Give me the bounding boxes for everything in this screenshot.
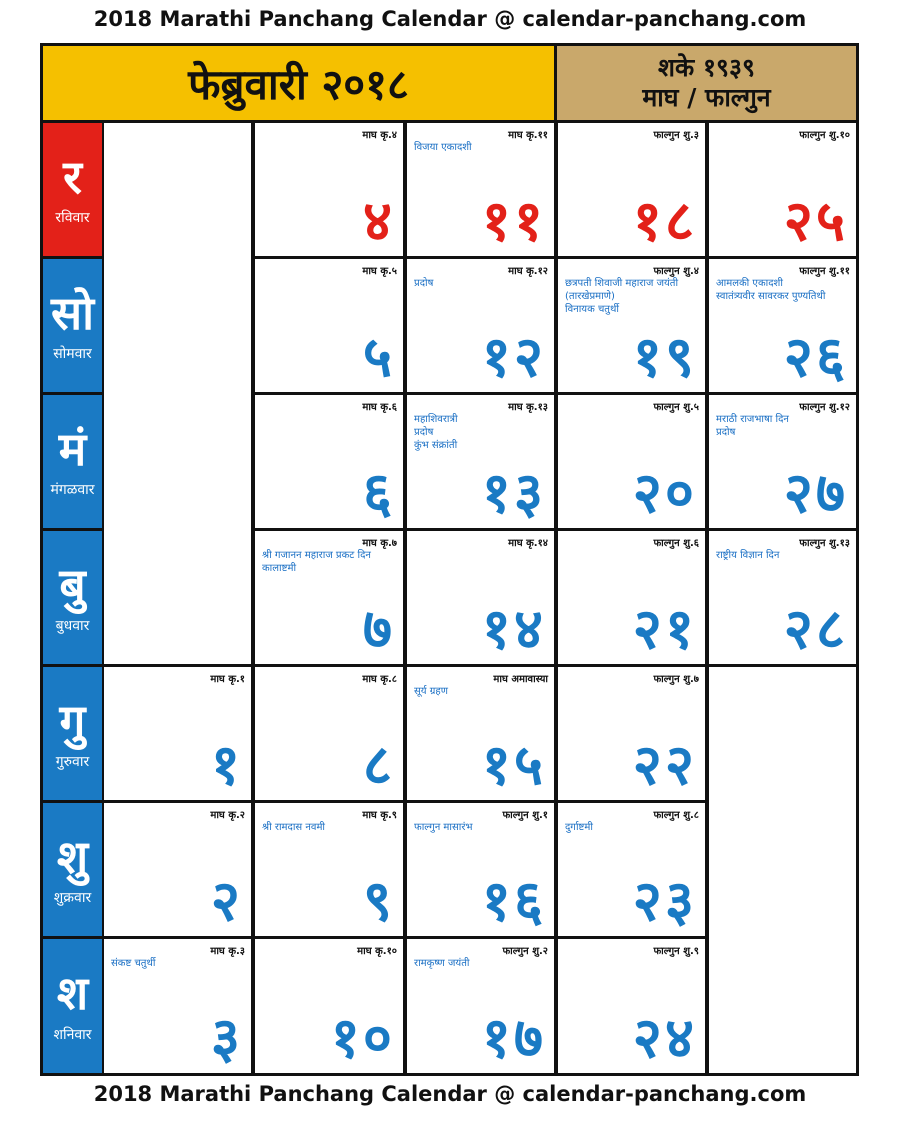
event-list (262, 549, 399, 575)
date-cell (709, 259, 856, 392)
tithi-label: माघ कृ.६ (362, 402, 397, 413)
weekday-abbr: मं (58, 421, 87, 476)
event-item: स्वातंत्र्यवीर सावरकर पुण्यतिथी (716, 291, 826, 302)
event-item: प्रदोष (716, 427, 736, 438)
masa-label: माघ / फाल्गुन (642, 83, 771, 112)
event-list (716, 277, 852, 303)
event-item: दुर्गाष्टमी (565, 822, 593, 833)
event-item: विनायक चतुर्थी (565, 304, 619, 315)
date-cell (407, 803, 554, 936)
event-list (716, 413, 852, 439)
date-cell (255, 939, 403, 1073)
calendar-caption-bottom: 2018 Marathi Panchang Calendar @ calendar-panchang.com (93, 1082, 807, 1106)
date-number: २ (210, 869, 243, 934)
date-number: ३ (210, 1006, 243, 1071)
event-list (565, 821, 701, 834)
shaka-year: शके १९३९ (658, 53, 755, 82)
date-cell (104, 667, 251, 800)
date-number: २७ (783, 461, 848, 526)
date-number: २१ (632, 597, 697, 662)
month-title: फेब्रुवारी २०१८ (43, 46, 554, 120)
tithi-label: माघ कृ.५ (362, 266, 397, 277)
tithi-label: माघ कृ.११ (508, 130, 548, 141)
weekday-abbr: बु (59, 557, 86, 612)
date-number: १३ (481, 461, 546, 526)
date-number: २४ (632, 1006, 697, 1071)
date-cell (255, 667, 403, 800)
tithi-label: माघ कृ.१४ (508, 538, 548, 549)
date-number: २६ (783, 325, 848, 390)
date-cell (558, 123, 705, 256)
event-list (414, 957, 550, 970)
date-number: २५ (783, 189, 848, 254)
date-number: ७ (362, 597, 395, 662)
date-cell (558, 531, 705, 664)
tithi-label: फाल्गुन शु.३ (653, 130, 699, 141)
event-item: कुंभ संक्रांती (414, 440, 458, 451)
event-list (414, 685, 550, 698)
tithi-label: माघ अमावास्या (493, 674, 548, 685)
tithi-label: फाल्गुन शु.२ (502, 946, 548, 957)
date-cell (709, 531, 856, 664)
event-item: प्रदोष (414, 427, 434, 438)
weekday-abbr: शु (56, 829, 89, 884)
date-number: २३ (632, 869, 697, 934)
event-item: मराठी राजभाषा दिन (716, 414, 789, 425)
weekday-name: बुधवार (55, 618, 90, 635)
date-cell (255, 803, 403, 936)
tithi-label: माघ कृ.१३ (508, 402, 548, 413)
event-list (414, 821, 550, 834)
date-number: १८ (632, 189, 697, 254)
event-item: (तारखेप्रमाणे) (565, 291, 615, 302)
date-cell (558, 939, 705, 1073)
date-cell (407, 259, 554, 392)
event-item: विजया एकादशी (414, 142, 472, 153)
date-cell (558, 667, 705, 800)
event-list (414, 277, 550, 290)
tithi-label: माघ कृ.४ (362, 130, 397, 141)
event-item: कालाष्टमी (262, 563, 297, 574)
date-cell (558, 259, 705, 392)
event-item: महाशिवरात्री (414, 414, 458, 425)
date-cell (709, 395, 856, 528)
date-number: १२ (481, 325, 546, 390)
event-list (565, 277, 701, 316)
date-cell (407, 939, 554, 1073)
tithi-label: फाल्गुन शु.८ (653, 810, 699, 821)
event-list (716, 549, 852, 562)
weekday-name: शनिवार (53, 1026, 92, 1043)
weekday-abbr: र (63, 149, 82, 204)
date-cell (558, 395, 705, 528)
event-list (111, 957, 247, 970)
weekday-name: रविवार (55, 210, 90, 227)
event-item: सूर्य ग्रहण (414, 686, 448, 697)
event-item: रामकृष्ण जयंती (414, 958, 470, 969)
weekday-name: मंगळवार (50, 482, 95, 499)
event-item: प्रदोष (414, 278, 434, 289)
tithi-label: फाल्गुन शु.११ (799, 266, 850, 277)
tithi-label: माघ कृ.३ (210, 946, 245, 957)
tithi-label: फाल्गुन शु.१ (502, 810, 548, 821)
weekday-label (43, 939, 102, 1073)
date-cell (104, 803, 251, 936)
date-number: १ (210, 733, 243, 798)
date-cell (255, 259, 403, 392)
event-item: फाल्गुन मासारंभ (414, 822, 473, 833)
tithi-label: फाल्गुन शु.१० (799, 130, 850, 141)
weekday-label (43, 531, 102, 664)
tithi-label: फाल्गुन शु.१३ (799, 538, 850, 549)
date-cell (558, 803, 705, 936)
date-number: ११ (481, 189, 546, 254)
tithi-label: फाल्गुन शु.४ (653, 266, 699, 277)
date-number: १६ (481, 869, 546, 934)
event-item: श्री रामदास नवमी (262, 822, 326, 833)
weekday-abbr: श (56, 966, 89, 1021)
date-number: १७ (481, 1006, 546, 1071)
date-cell (407, 531, 554, 664)
date-cell (407, 667, 554, 800)
weekday-label (43, 667, 102, 800)
date-number: २२ (632, 733, 697, 798)
tithi-label: फाल्गुन शु.९ (653, 946, 699, 957)
tithi-label: माघ कृ.७ (362, 538, 397, 549)
date-cell (255, 395, 403, 528)
event-list (414, 413, 550, 452)
event-item: संकष्ट चतुर्थी (111, 958, 156, 969)
shaka-panel (557, 46, 856, 120)
weekday-label (43, 395, 102, 528)
tithi-label: माघ कृ.८ (362, 674, 397, 685)
weekday-abbr: गु (59, 693, 86, 748)
date-cell (407, 395, 554, 528)
event-item: आमलकी एकादशी (716, 278, 783, 289)
tithi-label: माघ कृ.९ (362, 810, 397, 821)
empty-cell (709, 667, 856, 1073)
weekday-label (43, 123, 102, 256)
date-number: ५ (362, 325, 395, 390)
event-item: श्री गजानन महाराज प्रकट दिन (262, 550, 371, 561)
date-cell (255, 531, 403, 664)
tithi-label: माघ कृ.२ (210, 810, 245, 821)
date-number: ६ (362, 461, 395, 526)
weekday-name: गुरुवार (55, 754, 90, 771)
date-number: २० (632, 461, 697, 526)
weekday-label (43, 803, 102, 936)
event-item: छत्रपती शिवाजी महाराज जयंती (565, 278, 679, 289)
date-number: ४ (362, 189, 395, 254)
tithi-label: फाल्गुन शु.५ (653, 402, 699, 413)
tithi-label: माघ कृ.१२ (508, 266, 548, 277)
weekday-abbr: सो (50, 285, 94, 340)
weekday-label (43, 259, 102, 392)
event-list (262, 821, 399, 834)
date-number: ८ (362, 733, 395, 798)
date-cell (104, 939, 251, 1073)
event-item: राष्ट्रीय विज्ञान दिन (716, 550, 780, 561)
calendar-caption-top: 2018 Marathi Panchang Calendar @ calendar-panchang.com (93, 7, 807, 31)
date-number: २८ (783, 597, 848, 662)
tithi-label: माघ कृ.१ (210, 674, 245, 685)
weekday-name: सोमवार (53, 346, 92, 363)
date-number: १० (330, 1006, 395, 1071)
date-cell (709, 123, 856, 256)
event-list (414, 141, 550, 154)
tithi-label: फाल्गुन शु.१२ (799, 402, 850, 413)
tithi-label: फाल्गुन शु.६ (653, 538, 699, 549)
weekday-name: शुक्रवार (53, 890, 92, 907)
date-cell (255, 123, 403, 256)
empty-cell (104, 123, 251, 664)
tithi-label: फाल्गुन शु.७ (653, 674, 699, 685)
date-number: १९ (632, 325, 697, 390)
tithi-label: माघ कृ.१० (357, 946, 397, 957)
date-number: १५ (481, 733, 546, 798)
date-number: १४ (481, 597, 546, 662)
date-number: ९ (362, 869, 395, 934)
date-cell (407, 123, 554, 256)
